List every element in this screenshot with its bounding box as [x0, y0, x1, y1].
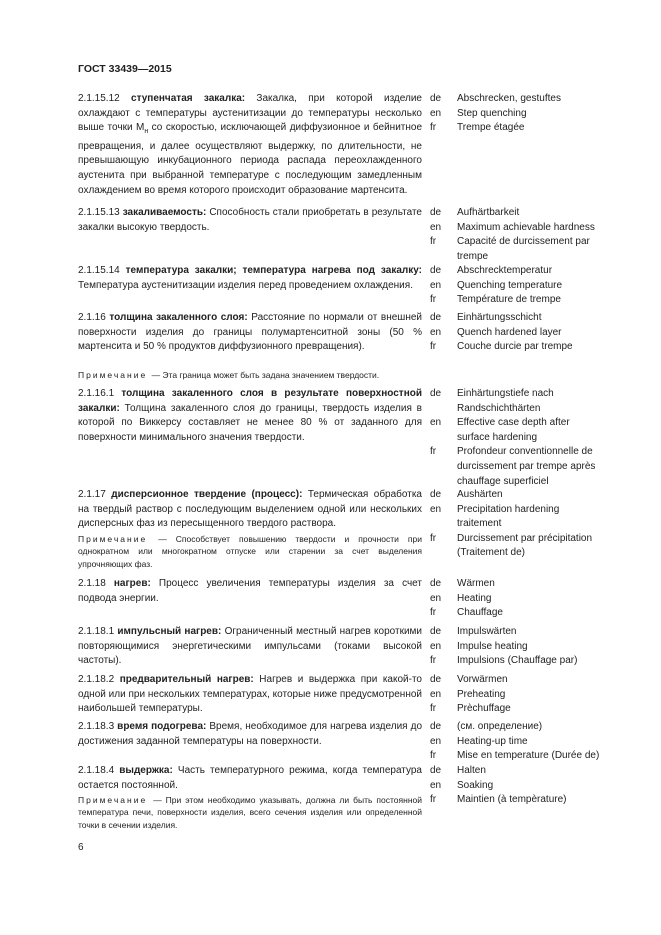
translated-term: Couche durcie par trempe [457, 341, 573, 353]
translation-row [430, 640, 600, 655]
translated-term: Aufhärtbarkeit [457, 207, 520, 218]
translated-term: Maintien (à tempèrature) [457, 794, 567, 806]
language-code: de [430, 93, 442, 104]
term-definition [78, 488, 422, 532]
translated-term: Preheating [457, 688, 506, 700]
term-text: Способность стали приобретать в результате закалки высокую твердость. [78, 207, 422, 233]
term-definition [78, 625, 422, 669]
language-code: de [430, 626, 442, 637]
term-text: Температура аустенитизации изделия перед проведением охлаждения. [78, 279, 413, 291]
translated-term: Halten [457, 765, 486, 776]
translation-row [430, 340, 600, 355]
term-note [78, 794, 422, 831]
term-definition [78, 311, 422, 355]
translation-row [430, 654, 600, 669]
term-text: Закалка, при которой изделие охлаждают с температуры аустенитизации до температуры несколько выше точки M [78, 93, 422, 134]
term-translations [430, 488, 600, 561]
term-number: 2.1.16 [78, 312, 110, 323]
subscript: н [144, 128, 149, 136]
translated-term: Impulsions (Chauffage par) [457, 655, 578, 667]
translation-row [430, 416, 600, 445]
translated-term: Wärmen [457, 578, 495, 589]
translated-term: Mise en temperature (Durée de) [457, 750, 600, 762]
translation-row [430, 221, 600, 236]
language-code: en [430, 592, 442, 604]
term-title: предварительный нагрев: [119, 674, 254, 685]
translation-row [430, 235, 600, 264]
term-translations [430, 625, 600, 669]
language-code: de [430, 489, 442, 500]
term-translations [430, 673, 600, 717]
term-text: Расстояние по нормали от внешней поверхности изделия до границы полумартенситной зоны (50 % мартенсита и 50 % продуктов диффузионного превращения). [78, 312, 422, 353]
language-code: fr [430, 236, 437, 248]
term-number: 2.1.18.2 [78, 674, 120, 685]
translated-term: Prèchuffage [457, 703, 511, 715]
language-code: en [430, 640, 442, 652]
translation-row [430, 606, 600, 621]
term-number: 2.1.15.14 [78, 265, 126, 276]
translated-term: Precipitation hardening traitement [457, 503, 560, 530]
translation-row [430, 793, 600, 808]
term-title: закаливаемость: [122, 207, 207, 218]
term-translations [430, 387, 600, 489]
translation-row [430, 387, 600, 416]
translated-term: Chauffage [457, 607, 503, 619]
term-definition [78, 673, 422, 717]
language-code: de [430, 578, 442, 589]
language-code: fr [430, 655, 437, 667]
note-label: Примечание [78, 370, 152, 380]
language-code: fr [430, 750, 437, 762]
note-label: Примечание [78, 534, 159, 544]
term-definition [78, 92, 422, 198]
translation-row [430, 702, 600, 717]
translation-row [430, 532, 600, 561]
term-definition [78, 577, 422, 606]
translation-row [430, 107, 600, 122]
language-code: en [430, 107, 442, 119]
translated-term: Einhärtungsschicht [457, 312, 542, 323]
language-code: de [430, 674, 442, 685]
language-code: de [430, 721, 442, 732]
language-code: fr [430, 532, 437, 544]
note-label: Примечание [78, 795, 154, 805]
translation-row [430, 445, 600, 489]
language-code: fr [430, 122, 437, 134]
term-definition [78, 264, 422, 293]
language-code: fr [430, 607, 437, 619]
language-code: fr [430, 794, 437, 806]
term-title: толщина закаленного слоя в результате поверхностной закалки: [78, 388, 422, 414]
term-definition [78, 764, 422, 793]
language-code: en [430, 735, 442, 747]
term-number: 2.1.18.1 [78, 626, 118, 637]
term-title: ступенчатая закалка: [131, 93, 246, 104]
translation-row [430, 764, 600, 779]
term-text: Процесс увеличения температуры изделия за счет подвода энергии. [78, 578, 422, 604]
translation-row [430, 264, 600, 279]
note-text: — Способствует повышению твердости и прочности при однократном или многократном отпуске или старении за счет выделения упрочняющих фаз. [78, 534, 422, 569]
translation-row [430, 311, 600, 326]
translation-row [430, 720, 600, 735]
language-code: de [430, 765, 442, 776]
language-code: fr [430, 341, 437, 353]
translation-row [430, 779, 600, 794]
translation-row [430, 735, 600, 750]
translated-term: Abschrecktemperatur [457, 265, 553, 276]
term-definition [78, 206, 422, 235]
language-code: de [430, 312, 442, 323]
translated-term: Einhärtungstiefe nach Randschichthärten [457, 388, 554, 414]
term-number: 2.1.18.3 [78, 721, 118, 732]
translation-row [430, 121, 600, 136]
translated-term: Vorwärmen [457, 674, 508, 685]
term-title: нагрев: [113, 578, 151, 589]
translated-term: Capacité de durcissement par trempe [457, 236, 590, 262]
term-title: время подогрева: [117, 721, 207, 732]
translation-row [430, 749, 600, 764]
term-note [78, 533, 422, 570]
language-code: fr [430, 703, 437, 715]
term-definition [78, 720, 422, 749]
translated-term: Maximum achievable hardness [457, 221, 595, 233]
language-code: en [430, 503, 442, 515]
translated-term: Soaking [457, 779, 494, 791]
note-text: — Эта граница может быть задана значением твердости. [151, 370, 380, 380]
document-header: ГОСТ 33439—2015 [78, 63, 172, 75]
term-translations [430, 720, 600, 764]
language-code: en [430, 279, 442, 291]
language-code: en [430, 221, 442, 233]
term-note [78, 369, 422, 381]
language-code: fr [430, 446, 437, 458]
translation-row [430, 206, 600, 221]
translation-row [430, 279, 600, 294]
term-number: 2.1.18.4 [78, 765, 120, 776]
term-text: Часть температурного режима, когда температура остается постоянной. [78, 765, 422, 791]
translated-term: Step quenching [457, 107, 527, 119]
term-translations [430, 264, 600, 308]
language-code: de [430, 207, 442, 218]
term-number: 2.1.17 [78, 489, 112, 500]
term-number: 2.1.16.1 [78, 388, 122, 399]
language-code: en [430, 779, 442, 791]
translation-row [430, 293, 600, 308]
term-translations [430, 311, 600, 355]
term-definition [78, 387, 422, 445]
translated-term: Impulse heating [457, 640, 528, 652]
term-translations [430, 764, 600, 808]
translated-term: Heating [457, 592, 492, 604]
translation-row [430, 326, 600, 341]
translation-row [430, 673, 600, 688]
translated-term: Effective case depth after surface hardening [457, 417, 570, 443]
translated-term: (см. определение) [457, 721, 543, 732]
note-text: — При этом необходимо указывать, должна ли быть постоянной температура печи, поверхности изделия, всего сечения изделия или определенной точки в сечении изделия. [78, 795, 422, 830]
term-title: выдержка: [119, 765, 173, 776]
language-code: en [430, 688, 442, 700]
page-number: 6 [78, 842, 84, 853]
term-text: Термическая обработка на твердый раствор с последующим выделением одной или нескольких дисперсных фаз из пересыщенного твердого раствора. [78, 489, 422, 530]
language-code: fr [430, 294, 437, 306]
term-title: дисперсионное твердение (процесс): [111, 489, 303, 500]
term-translations [430, 577, 600, 621]
translated-term: Heating-up time [457, 735, 528, 747]
translated-term: Trempe étagée [457, 122, 525, 134]
term-translations [430, 92, 600, 136]
translation-row [430, 503, 600, 532]
translated-term: Quench hardened layer [457, 326, 562, 338]
term-text-continued: со скоростью, исключающей диффузионное и бейнитное превращения, и далее осуществляют выдержку, по длительности, не превышающую инкубационного периода распада переохлажденного аустенита при выбранной температуре с последующим замедленным охлаждением во время которого происходит образование мартенсита. [78, 122, 423, 196]
translation-row [430, 592, 600, 607]
translation-row [430, 488, 600, 503]
term-number: 2.1.15.12 [78, 93, 132, 104]
term-translations [430, 206, 600, 264]
translation-row [430, 92, 600, 107]
translation-row [430, 625, 600, 640]
language-code: de [430, 265, 442, 276]
term-number: 2.1.18 [78, 578, 114, 589]
translated-term: Profondeur conventionnelle de durcissement par trempe après chauffage superficiel [457, 446, 596, 487]
term-title: импульсный нагрев: [117, 626, 222, 637]
translated-term: Impulswärten [457, 626, 517, 637]
term-title: толщина закаленного слоя: [109, 312, 248, 323]
term-text: Время, необходимое для нагрева изделия до достижения заданной температуры на поверхности. [78, 721, 423, 747]
translated-term: Abschrecken, gestuftes [457, 93, 561, 104]
language-code: de [430, 388, 442, 399]
language-code: en [430, 326, 442, 338]
term-text: Нагрев и выдержка при какой-то одной или при нескольких температурах, которые ниже предусмотренной наибольшей температуры. [78, 674, 422, 715]
term-text: Толщина закаленного слоя до границы, твердость изделия в которой по Виккерсу составляет не менее 80 % от заданного для поверхности минимального значения твердости. [78, 402, 422, 443]
translated-term: Quenching temperature [457, 279, 563, 291]
translated-term: Aushärten [457, 489, 503, 500]
term-number: 2.1.15.13 [78, 207, 123, 218]
term-text: Ограниченный местный нагрев короткими повторяющимися энергетическими импульсами (токами высокой частоты). [78, 626, 423, 667]
language-code: en [430, 417, 442, 429]
translation-row [430, 577, 600, 592]
translation-row [430, 688, 600, 703]
term-title: температура закалки; температура нагрева под закалку: [125, 265, 423, 276]
translated-term: Température de trempe [457, 294, 561, 306]
translated-term: Durcissement par précipitation (Traitement de) [457, 532, 593, 559]
